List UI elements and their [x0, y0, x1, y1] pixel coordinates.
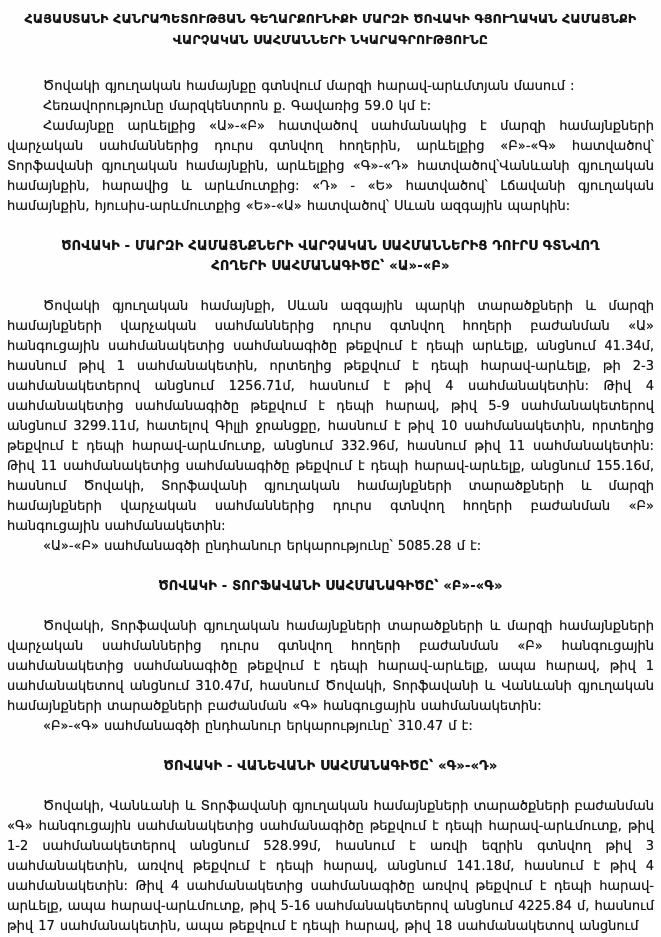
- section-g-d: [7, 757, 654, 937]
- section-a-b-length: «Ա»-«Բ» սահմանագծի ընդհանուր երկարությունը՝ 5085.28 մ է:: [43, 539, 482, 554]
- section-a-b-body: Ծովակի գյուղական համայնքի, Սևան ազգային պարկի տարածքների և մարզի համայնքների վարչական սահմաններից դուրս գտնվող հողերի բաժանման «Ա» հանգուցային սահմանակետից սահմանագիծը թեքվում է դեպի արևելք, անցնում 41.34մ, հասնում թիվ 1 սահմանակետին, որտեղից թեքվում է դեպի հարավ-արևելք, թի 2-3 սահմանակետերով անցնում 1256.71մ, հասնում է թիվ 4 սահմանակետին: Թիվ 4 սահմանակետից սահմանագիծը թեքվում է դեպի հարավ, թիվ 5-9 սահմանակետերով անցնում 3299.11մ, հատելով Գիլլի ջրանցքը, հասնում է թիվ 10 սահմանակետին, որտեղից թեքվում է դեպի հարավ-արևմուտք, անցնում 332.96մ, հասնում թիվ 11 սահմանակետին: Թիվ 11 սահմանակետից սահմանագիծը թեքվում է դեպի հարավ-արևելք, անցնում 155.16մ, հասնում Ծովակի, Տորֆավանի գյուղական համայնքների տարածքների և մարզի համայնքների վարչական սահմաններից դուրս գտնվող հողերի բաժանման «Բ» հանգուցային սահմանակետին:: [7, 299, 654, 534]
- document-title: [7, 8, 654, 50]
- section-b-g-length: «Բ»-«Գ» սահմանագծի ընդհանուր երկարությունը՝ 310.47 մ է:: [43, 719, 473, 734]
- section-a-b-heading: ԾՈՎԱԿԻ - ՄԱՐԶԻ ՀԱՄԱՅՆՔՆԵՐԻ ՎԱՐՉԱԿԱՆ ՍԱՀՄԱՆՆԵՐԻՑ ԴՈՒՐՍ ԳՏՆՎՈՂ ՀՈՂԵՐԻ ՍԱՀՄԱՆԱԳԻԾԸ՝ «Ա»-«Բ»: [61, 239, 600, 274]
- section-g-d-body: Ծովակի, Վանևանի և Տորֆավանի գյուղական համայնքների տարածքների բաժանման «Գ» հանգուցային սահմանակետից սահմանագիծը թեքվում է դեպի հարավ-արևմուտք, թիվ 1-2 սահմանակետերով անցնում 528.99մ, հասնում է առվի եզրին գտնվող թիվ 3 սահմանակետին, առվով թեքվում է դեպի հարավ, անցնում 141.18մ, հասնում է թիվ 4 սահմանակետին: Թիվ 4 սահմանակետից սահմանագիծը առվով թեքվում է դեպի հարավ-արևելք, ապա հարավ-արևմուտք, թիվ 5-16 սահմանակետերով անցնում 4225.84 մ, հասնում թիվ 17 սահմանակետին, ապա թեքվում է դեպի հարավ, թիվ 18 սահմանակետով անցնում: [7, 799, 654, 934]
- document-title-line-2: ՎԱՐՉԱԿԱՆ ՍԱՀՄԱՆՆԵՐԻ ՆԿԱՐԱԳՐՈՒԹՅՈՒՆԸ: [172, 32, 489, 47]
- section-b-g-body: Ծովակի, Տորֆավանի գյուղական համայնքների տարածքների և մարզի համայնքների վարչական սահմաններից դուրս գտնվող հողերի բաժանման «Բ» հանգուցային սահմանակետից սահմանագիծը թեքվում է դեպի հարավ-արևելք, ապա հարավ, թիվ 1 սահմանակետով անցնում 310.47մ, հասնում Ծովակի, Տորֆավանի և Վանևանի գյուղական համայնքների տարածքների բաժանման «Գ» հանգուցային սահմանակետին:: [7, 619, 654, 714]
- intro-paragraph-distance: Հեռավորությունը մարզկենտրոն ք. Գավառից 59.0 կմ է:: [43, 99, 432, 114]
- section-g-d-heading: ԾՈՎԱԿԻ - ՎԱՆԵՎԱՆԻ ՍԱՀՄԱՆԱԳԻԾԸ՝ «Գ»-«Դ»: [163, 759, 498, 774]
- section-b-g: [7, 577, 654, 737]
- intro-paragraph-location: Ծովակի գյուղական համայնքը գտնվում մարզի հարավ-արևմտյան մասում :: [43, 79, 575, 94]
- section-a-b: [7, 237, 654, 557]
- intro-paragraph-borders: Համայնքը արևելքից «Ա»-«Բ» հատվածով սահմանակից է մարզի համայնքների վարչական սահմաններից դուրս գտնվող հողերին, արևելքից «Բ»-«Գ» հատվածով՝ Տորֆավանի գյուղական համայնքին, արևելքից «Գ»-«Դ» հատվածով՝Վանևանի գյուղական համայնքին, հարավից և արևմուտքից: «Դ» - «Ե» հատվածով՝ Լճավանի գյուղական համայնքին, հյուսիս-արևմուտքից «Ե»-«Ա» հատվածով՝ Սևան ազգային պարկին:: [7, 119, 654, 214]
- intro-section: [7, 77, 654, 217]
- section-b-g-heading: ԾՈՎԱԿԻ - ՏՈՐՖԱՎԱՆԻ ՍԱՀՄԱՆԱԳԻԾԸ՝ «Բ»-«Գ»: [158, 579, 503, 594]
- document-title-line-1: ՀԱՅԱՍՏԱՆԻ ՀԱՆՐԱՊԵՏՈՒԹՅԱՆ ԳԵՂԱՐՔՈՒՆԻՔԻ ՄԱՐԶԻ ԾՈՎԱԿԻ ԳՅՈՒՂԱԿԱՆ ՀԱՄԱՅՆՔԻ: [24, 11, 637, 26]
